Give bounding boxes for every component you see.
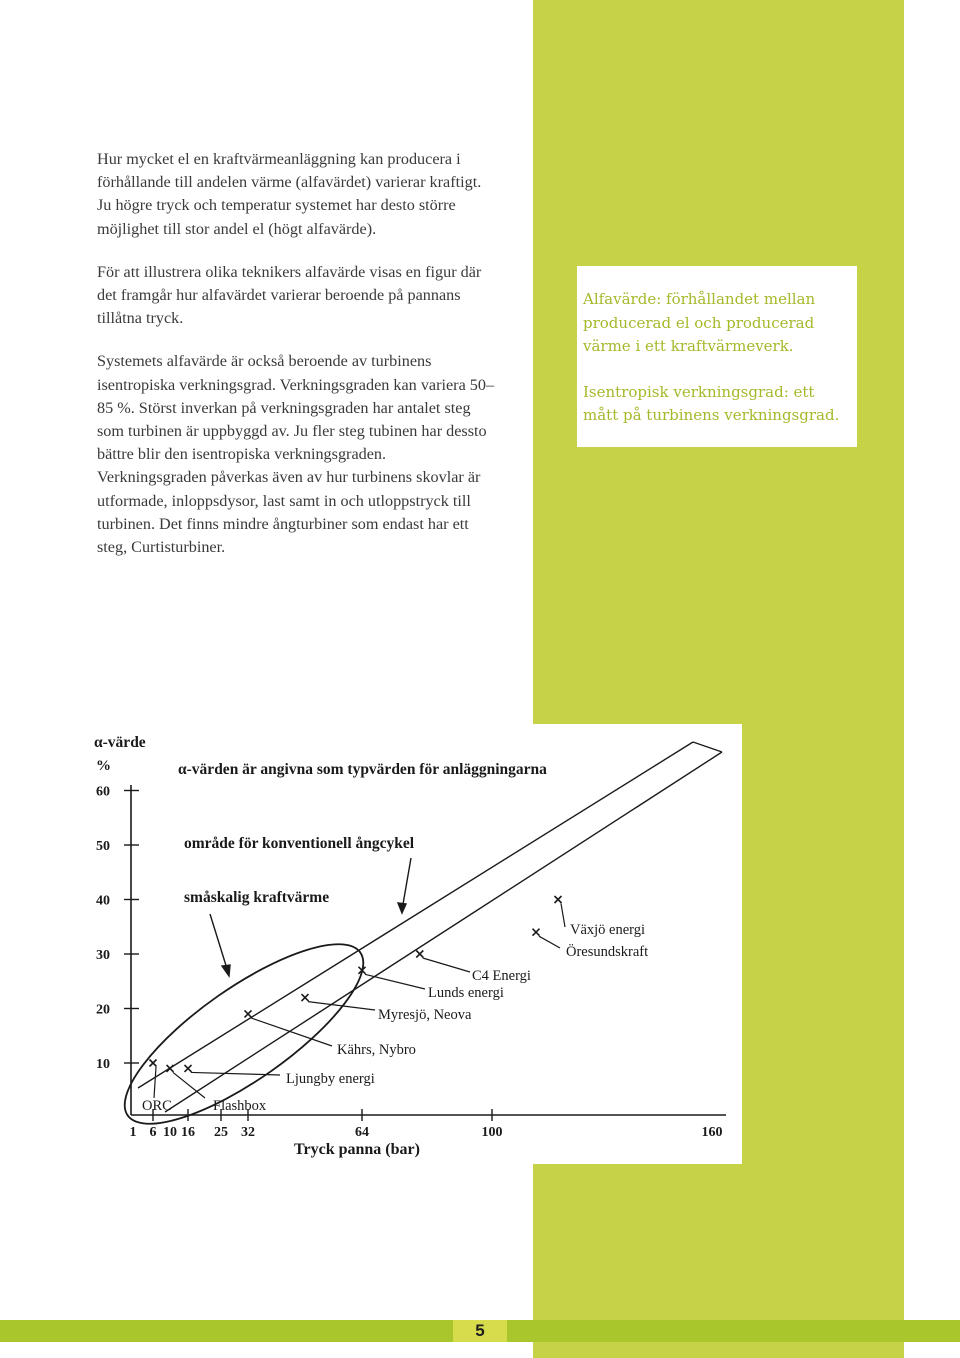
point-label: C4 Energi: [472, 968, 531, 984]
y-tick-label: 30: [96, 948, 110, 963]
point-labels: [142, 922, 648, 1114]
intro-paragraph: Hur mycket el en kraftvärmeanläggning kan producera i förhållande till andelen värme (alfavärdet) varierar kraftigt. Ju högre tryck och temperatur systemet har desto större möjlighet till stor andel el (högt alfavärde).: [97, 150, 482, 238]
x-tick-label: 25: [214, 1125, 228, 1140]
y-ticks: [96, 785, 139, 1073]
leader-line: [365, 974, 425, 989]
x-tick-label: 64: [355, 1125, 369, 1140]
point-label: Flashbox: [213, 1098, 267, 1114]
data-point-marker: [167, 1065, 174, 1072]
point-label: Växjö energi: [570, 922, 646, 938]
data-point-marker: [245, 1010, 252, 1017]
x-tick-label: 16: [181, 1125, 195, 1140]
data-point-marker: [150, 1060, 157, 1067]
x-tick-label: 32: [241, 1125, 255, 1140]
data-point-marker: [302, 994, 309, 1001]
y-tick-label: 50: [96, 839, 110, 854]
y-tick-label: 20: [96, 1002, 110, 1018]
alfavarde-definition: Alfavärde: förhållandet mellan producerad el och producerad värme i ett kraftvärmeverk.: [583, 290, 816, 355]
leader-line: [539, 936, 560, 948]
point-label: ORC: [142, 1098, 172, 1114]
data-point-marker: [555, 896, 562, 903]
x-tick-label: 100: [481, 1125, 503, 1140]
x-tick-label: 10: [163, 1125, 177, 1140]
data-point-marker: [185, 1065, 192, 1072]
conventional-region-label: område för konventionell ångcykel: [184, 835, 415, 852]
figure-paragraph: För att illustrera olika teknikers alfavärde visas en figur där det framgår hur alfavärdet varierar beroende på pannans tillåtna tryck.: [97, 262, 482, 328]
arrows: [210, 858, 411, 976]
x-tick-label: 6: [149, 1125, 157, 1140]
y-axis-unit: %: [96, 758, 111, 774]
small-scale-ellipse: [101, 915, 386, 1153]
leader-line: [154, 1067, 156, 1098]
isentropic-definition: Isentropisk verkningsgrad: ett mått på turbinens verkningsgrad.: [583, 382, 840, 424]
point-label: Kährs, Nybro: [337, 1042, 416, 1058]
x-tick-label: 160: [701, 1125, 723, 1140]
y-axis-label: α-värde: [94, 734, 146, 751]
y-tick-label: 40: [96, 893, 110, 909]
point-label: Lunds energi: [428, 985, 504, 1001]
x-axis-label: Tryck panna (bar): [294, 1141, 420, 1158]
x-tick-label: 1: [129, 1125, 137, 1140]
y-tick-label: 60: [96, 784, 110, 800]
point-label: Öresundskraft: [566, 944, 649, 960]
leader-line: [423, 958, 470, 972]
point-label: Ljungby energi: [286, 1071, 375, 1087]
chart-title: α-värden är angivna som typvärden för anläggningarna: [178, 761, 547, 778]
y-tick-label: 10: [96, 1057, 110, 1072]
small-scale-region-label: småskalig kraftvärme: [184, 889, 330, 906]
data-point-marker: [533, 929, 540, 936]
turbine-paragraph: Systemets alfavärde är också beroende av turbinens isentropiska verkningsgrad. Verkningsgraden kan variera 50–85 %. Störst inverkan på verkningsgraden har antalet steg som turbinen är uppbyggd av. Ju fler steg tubinen har dessto bättre blir den isentropiska verkningsgraden. Verkningsgraden påverkas även av hur turbinens skovlar är utformade, inloppsdysor, last samt in och utloppstryck till turbinen. Det finns mindre ångturbiner som endast har ett steg, Curtisturbiner.: [97, 352, 495, 557]
point-label: Myresjö, Neova: [378, 1007, 472, 1023]
data-point-marker: [416, 951, 423, 958]
page-number: 5: [453, 1320, 507, 1342]
leader-line: [561, 904, 565, 928]
leader-line: [173, 1072, 205, 1098]
